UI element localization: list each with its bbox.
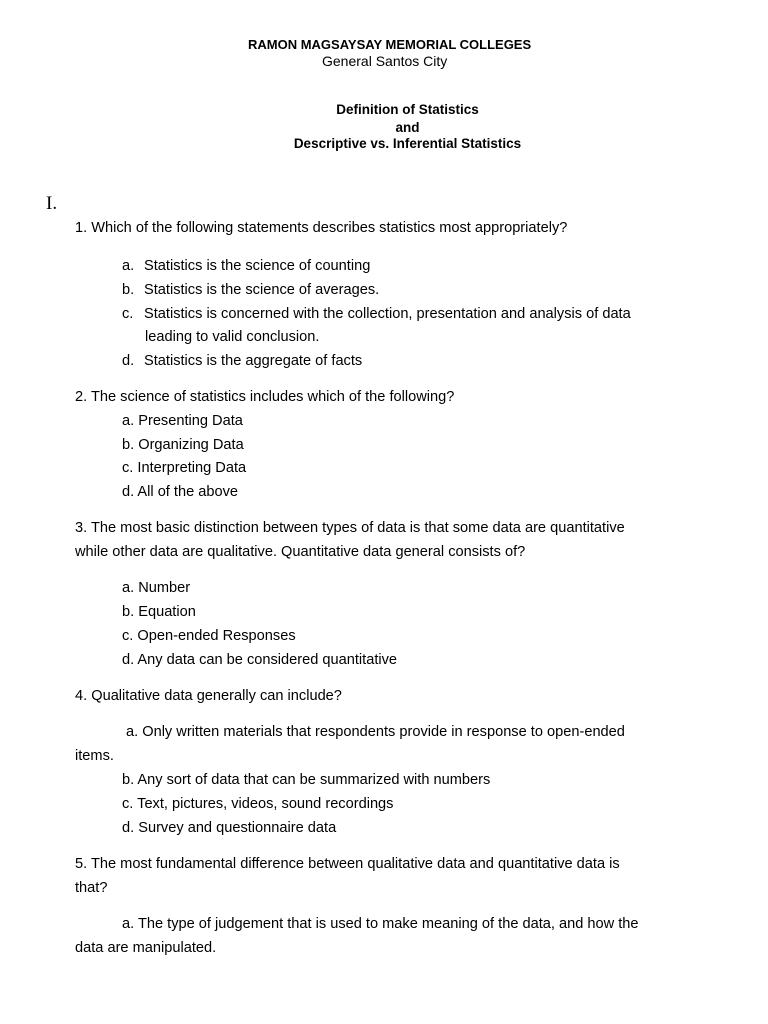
question-3-line2: while other data are qualitative. Quantitative data general consists of? bbox=[75, 544, 526, 560]
option-letter: c. bbox=[122, 306, 134, 322]
q5-option-a-line2: data are manipulated. bbox=[75, 940, 217, 956]
q2-option-a: a. Presenting Data bbox=[122, 413, 243, 429]
option-text: Statistics is the science of averages. bbox=[144, 282, 380, 298]
q1-option-b bbox=[122, 278, 379, 302]
question-3-line1: 3. The most basic distinction between types of data is that some data are quantitative bbox=[75, 520, 625, 536]
q3-option-a: a. Number bbox=[122, 580, 191, 596]
q1-option-c-continued: leading to valid conclusion. bbox=[145, 329, 320, 345]
question-1: 1. Which of the following statements describes statistics most appropriately? bbox=[75, 220, 568, 236]
document-title-line1: Definition of Statistics bbox=[336, 102, 479, 117]
q2-option-b: b. Organizing Data bbox=[122, 437, 244, 453]
q5-option-a-line1: a. The type of judgement that is used to make meaning of the data, and how the bbox=[122, 916, 639, 932]
q1-option-a bbox=[122, 254, 370, 278]
question-2: 2. The science of statistics includes which of the following? bbox=[75, 389, 455, 405]
option-letter: a. bbox=[122, 258, 135, 274]
question-4: 4. Qualitative data generally can include? bbox=[75, 688, 342, 704]
document-title-line2: and bbox=[395, 120, 420, 135]
q4-option-a-line1: a. Only written materials that respondents provide in response to open-ended bbox=[126, 724, 625, 740]
option-text: Statistics is concerned with the collection, presentation and analysis of data bbox=[144, 306, 631, 322]
option-letter: b. bbox=[122, 282, 135, 298]
question-5-line2: that? bbox=[75, 880, 108, 896]
q4-option-c: c. Text, pictures, videos, sound recordings bbox=[122, 796, 394, 812]
section-numeral: I. bbox=[46, 193, 58, 214]
option-text: Statistics is the science of counting bbox=[144, 258, 371, 274]
q2-option-c: c. Interpreting Data bbox=[122, 460, 247, 476]
q1-option-c bbox=[122, 302, 631, 326]
q4-option-a-line2: items. bbox=[75, 748, 114, 764]
option-text: Statistics is the aggregate of facts bbox=[144, 353, 363, 369]
school-city: General Santos City bbox=[322, 53, 448, 69]
q2-option-d: d. All of the above bbox=[122, 484, 239, 500]
q3-option-d: d. Any data can be considered quantitative bbox=[122, 652, 398, 668]
q4-option-d: d. Survey and questionnaire data bbox=[122, 820, 337, 836]
q4-option-b: b. Any sort of data that can be summarized with numbers bbox=[122, 772, 491, 788]
school-name: RAMON MAGSAYSAY MEMORIAL COLLEGES bbox=[248, 37, 532, 52]
q3-option-c: c. Open-ended Responses bbox=[122, 628, 296, 644]
document-title-line3: Descriptive vs. Inferential Statistics bbox=[293, 136, 522, 151]
question-5-line1: 5. The most fundamental difference between qualitative data and quantitative data is bbox=[75, 856, 620, 872]
option-letter: d. bbox=[122, 353, 135, 369]
q3-option-b: b. Equation bbox=[122, 604, 196, 620]
q1-option-d bbox=[122, 349, 362, 373]
